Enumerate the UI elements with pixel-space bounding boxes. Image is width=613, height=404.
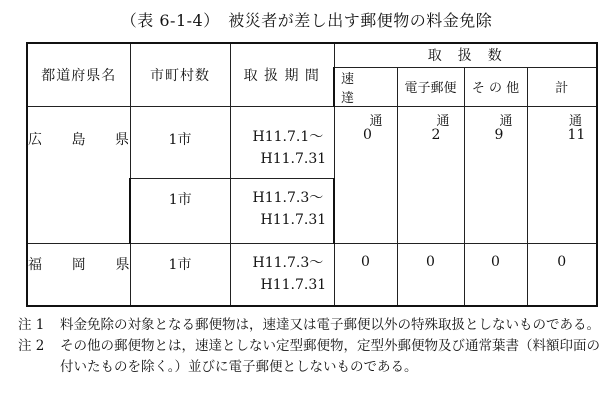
cell-express: 0 — [334, 243, 397, 306]
cell-email: 0 — [397, 243, 464, 306]
cell-total: 通 11 — [527, 106, 597, 243]
cell-express: 通 0 — [334, 106, 397, 243]
table-title: （表 6-1-4） 被災者が差し出す郵便物の料金免除 — [120, 11, 493, 30]
header-prefecture: 都道府県名 — [27, 43, 130, 106]
cell-other: 0 — [464, 243, 527, 306]
cell-email: 通 2 — [397, 106, 464, 243]
footnote-label: 注 2 — [18, 338, 45, 354]
footnote-label: 注 1 — [18, 317, 45, 333]
prefecture-label: 福 岡 県 — [28, 256, 130, 273]
row-prefecture-hiroshima — [27, 106, 130, 243]
footnote — [18, 336, 603, 378]
footnote — [18, 315, 603, 336]
footnote-text: その他の郵便物とは，速達としない定型郵便物，定型外郵便物及び通常葉書（料額印面の付いたものを除く。）並びに電子郵便としないものである。 — [60, 338, 600, 375]
row-period: H11.7.1～ H11.7.31 — [230, 106, 334, 178]
prefecture-label: 広 島 県 — [28, 131, 129, 148]
row-municipalities: 1市 — [130, 243, 230, 306]
header-email: 電子郵便 — [397, 67, 464, 106]
cell-other: 通 9 — [464, 106, 527, 243]
header-other: そ の 他 — [464, 67, 527, 106]
header-count: 取 扱 数 — [334, 43, 597, 67]
row-municipalities: 1市 — [130, 178, 230, 243]
footnotes — [18, 315, 603, 378]
header-municipalities: 市町村数 — [130, 43, 230, 106]
header-total: 計 — [527, 67, 597, 106]
row-municipalities: 1市 — [130, 106, 230, 178]
row-period: H11.7.3～ H11.7.31 — [230, 243, 334, 306]
row-period: H11.7.3～ H11.7.31 — [230, 178, 334, 243]
exemption-table — [26, 42, 598, 307]
header-express: 速 達 — [334, 67, 397, 106]
row-prefecture-fukuoka — [27, 243, 130, 306]
footnote-text: 料金免除の対象となる郵便物は，速達又は電子郵便以外の特殊取扱としないものである。 — [60, 317, 600, 333]
cell-total: 0 — [527, 243, 597, 306]
header-period: 取 扱 期 間 — [230, 43, 334, 106]
